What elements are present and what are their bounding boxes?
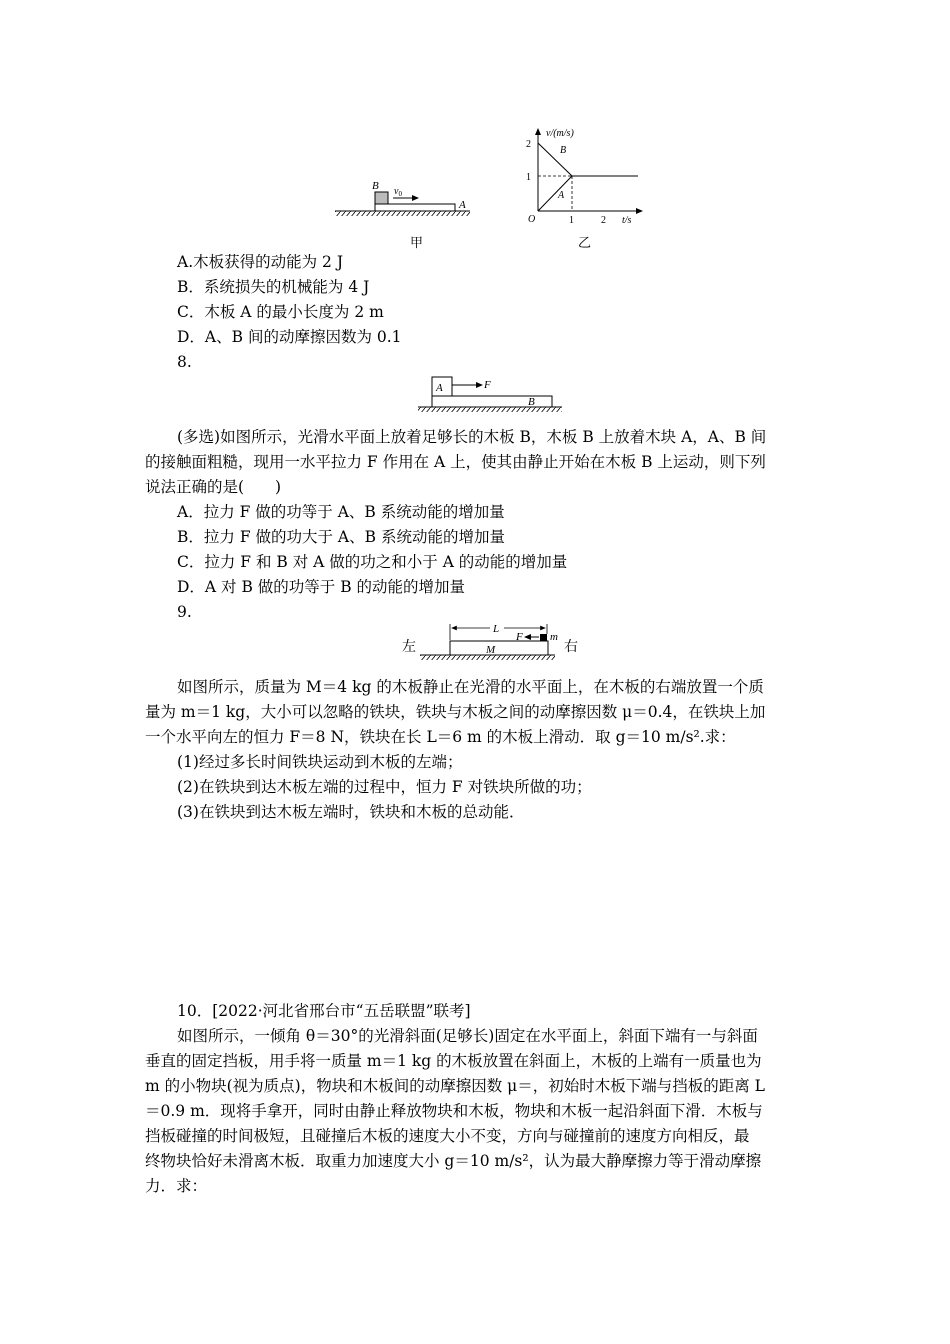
- velocity-label: $v_0$: [394, 186, 402, 198]
- q10-stem-line-4: ＝0.9 m．现将手拿开，同时由静止释放物块和木板，物块和木板一起沿斜面下滑．木板与: [145, 1102, 763, 1120]
- ytick-1: 1: [526, 172, 531, 183]
- q10-stem-line-1: 如图所示，一倾角 θ＝30°的光滑斜面(足够长)固定在水平面上，斜面下端有一与斜面: [177, 1027, 758, 1045]
- q9-board-label: M: [486, 644, 496, 656]
- figure-jia-caption: 甲: [410, 236, 424, 251]
- q9-part-2: (2)在铁块到达木板左端的过程中，恒力 F 对铁块所做的功；: [177, 778, 592, 796]
- line-b: [538, 143, 572, 176]
- q8-force-label: F: [484, 379, 491, 391]
- q9-board-m: [450, 641, 548, 655]
- block-b: [375, 192, 388, 204]
- q9-part-1: (1)经过多长时间铁块运动到木板的左端；: [177, 753, 463, 771]
- q8-stem-line-3: 说法正确的是( ): [145, 478, 282, 496]
- xtick-2: 2: [601, 215, 606, 226]
- block-b-label: B: [372, 180, 379, 192]
- q8-block-a-label: A: [436, 382, 443, 394]
- q10-stem-line-2: 垂直的固定挡板，用手将一质量 m＝1 kg 的木板放置在斜面上，木板的上端有一质量也为: [145, 1052, 762, 1070]
- q10-header: 10．[2022·河北省邢台市“五岳联盟”联考]: [177, 1002, 471, 1020]
- board-a-label: A: [459, 199, 466, 211]
- q10-stem-line-6: 终物块恰好未滑离木板．取重力加速度大小 g＝10 m/s²，认为最大静摩擦力等于滑动摩擦: [145, 1152, 762, 1170]
- figure-yi-caption: 乙: [578, 236, 592, 251]
- q9-left-label: 左: [402, 640, 416, 655]
- q8-option-b: B．拉力 F 做的功大于 A、B 系统动能的增加量: [177, 528, 505, 546]
- q8-figure: [415, 372, 565, 414]
- line-a: [538, 176, 572, 211]
- figure-jia: [330, 170, 480, 220]
- q10-stem-line-3: m 的小物块(视为质点)，物块和木板间的动摩擦因数 μ＝，初始时木板下端与挡板的距离 L: [145, 1077, 765, 1095]
- ytick-2: 2: [526, 139, 531, 150]
- q8-stem-line-2: 的接触面粗糙，现用一水平拉力 F 作用在 A 上，使其由静止开始在木板 B 上运动，则下列: [145, 453, 766, 471]
- origin-label: O: [528, 214, 536, 225]
- q9-mass-label: m: [550, 631, 558, 643]
- q10-stem-line-7: 力．求：: [145, 1177, 208, 1195]
- t-axis-label: t/s: [622, 215, 632, 226]
- q9-right-label: 右: [564, 640, 578, 655]
- q9-force-label: F: [516, 631, 523, 643]
- q9-iron-block: [540, 634, 547, 641]
- q8-option-a: A．拉力 F 做的功等于 A、B 系统动能的增加量: [177, 503, 505, 521]
- xtick-1: 1: [569, 215, 574, 226]
- q8-option-d: D．A 对 B 做的功等于 B 的动能的增加量: [177, 578, 466, 596]
- v-axis-label: v/(m/s): [546, 128, 574, 139]
- ground-hatch: [335, 211, 470, 216]
- q9-length-label: L: [493, 623, 500, 635]
- q7-option-d: D．A、B 间的动摩擦因数为 0.1: [177, 328, 402, 346]
- q9-stem-line-1: 如图所示，质量为 M＝4 kg 的木板静止在光滑的水平面上，在木板的右端放置一个质: [177, 678, 764, 696]
- q9-stem-line-3: 一个水平向左的恒力 F＝8 N，铁块在长 L＝6 m 的木板上滑动．取 g＝10 m/s².求：: [145, 728, 736, 746]
- q8-board-b-label: B: [528, 396, 535, 408]
- q8-option-c: C．拉力 F 和 B 对 A 做的功之和小于 A 的动能的增加量: [177, 553, 568, 571]
- q8-stem-line-1: (多选)如图所示，光滑水平面上放着足够长的木板 B，木板 B 上放着木块 A，A、B 间: [177, 428, 767, 446]
- line-b-label: B: [560, 145, 567, 156]
- board-a: [375, 204, 455, 211]
- q8-ground-hatch: [418, 407, 562, 412]
- q9-stem-line-2: 量为 m＝1 kg，大小可以忽略的铁块，铁块与木板之间的动摩擦因数 μ＝0.4，在铁块上加: [145, 703, 766, 721]
- q8-number: 8.: [177, 353, 192, 371]
- q9-number: 9.: [177, 603, 192, 621]
- line-a-label: A: [558, 190, 565, 201]
- q10-stem-line-5: 挡板碰撞的时间极短，且碰撞后木板的速度大小不变，方向与碰撞前的速度方向相反，最: [145, 1127, 750, 1145]
- q7-option-c: C．木板 A 的最小长度为 2 m: [177, 303, 384, 321]
- q7-option-b: B．系统损失的机械能为 4 J: [177, 278, 370, 296]
- figure-yi-vt-graph: [520, 125, 650, 225]
- q9-figure: [400, 620, 590, 662]
- q7-option-a: A.木板获得的动能为 2 J: [177, 253, 344, 271]
- q9-part-3: (3)在铁块到达木板左端时，铁块和木板的总动能．: [177, 803, 525, 821]
